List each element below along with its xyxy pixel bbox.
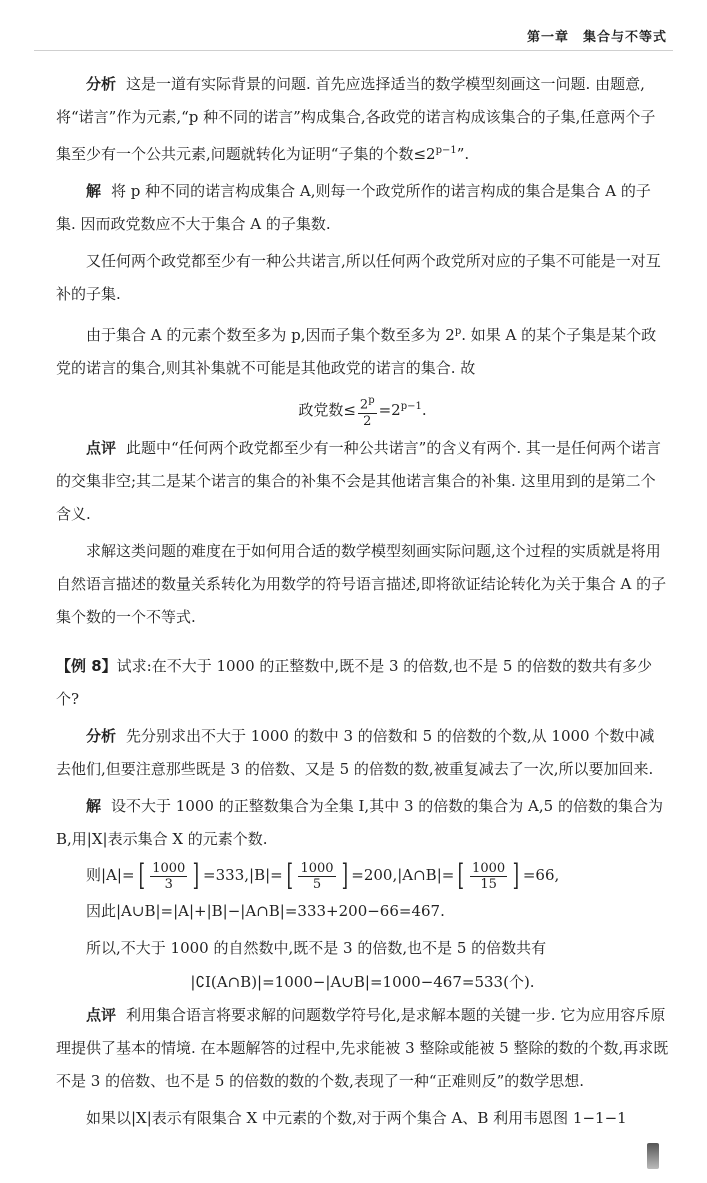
paragraph-subset-count <box>56 315 669 385</box>
subset-exponent: p <box>454 326 462 337</box>
formula-left: 政党数≤ <box>298 401 356 419</box>
calc-fraction-3-num: 1000 <box>472 860 506 876</box>
paragraph-difficulty: 求解这类问题的难度在于如何用合适的数学模型刻画实际问题,这个过程的实质就是将用自然语言描述的数量关系转化为用数学的符号语言描述,即将欲证结论转化为关于集合 A 的子集个数的一个不等式. <box>56 542 667 626</box>
comment-text-1: 此题中“任何两个政党都至少有一种公共诺言”的含义有两个. 其一是任何两个诺言的交集非空;其二是某个诺言的集合的补集不会是其他诺言集合的补集. 这里用到的是第二个含义. <box>56 439 661 523</box>
page-content <box>56 68 669 1135</box>
calc-line <box>56 858 669 893</box>
solution-paragraph-2 <box>56 790 669 856</box>
example-8-label: 【例 8】 <box>56 657 117 675</box>
floor-bracket-left-1: [ <box>138 858 145 893</box>
solution-label: 解 <box>86 182 102 200</box>
floor-bracket-left-2: [ <box>286 858 293 893</box>
comment-label-2: 点评 <box>86 1006 117 1024</box>
calc-fraction-1 <box>150 861 187 892</box>
solution-text: 将 p 种不同的诺言构成集合 A,则每一个政党所作的诺言构成的集合是集合 A 的子集. 因而政党数应不大于集合 A 的子集数. <box>56 182 651 233</box>
formula-right: =2 <box>378 401 401 419</box>
analysis-paragraph-2 <box>56 720 669 786</box>
so-line: 所以,不大于 1000 的自然数中,既不是 3 的倍数,也不是 5 的倍数共有 <box>86 939 547 957</box>
header-divider <box>34 50 673 51</box>
analysis-paragraph <box>56 68 669 171</box>
analysis-text: 这是一道有实际背景的问题. 首先应选择适当的数学模型刻画这一问题. 由题意,将“诺言”作为元素,“p 种不同的诺言”构成集合,各政党的诺言构成该集合的子集,任意两个子集至少有一个公共元素,问题就转化为证明“子集的个数≤2 <box>56 75 656 163</box>
calc-fraction-3 <box>470 861 507 892</box>
chapter-header: 第一章 集合与不等式 <box>526 30 667 45</box>
calc-result-3: =66, <box>522 866 560 884</box>
analysis-label-2: 分析 <box>86 727 117 745</box>
section-gap <box>56 634 669 650</box>
formula-denominator: 2 <box>363 413 372 429</box>
analysis-exponent: p−1 <box>435 145 457 156</box>
result-formula: |∁I(A∩B)|=1000−|A∪B|=1000−467=533(个). <box>190 973 535 991</box>
calc-fraction-1-num: 1000 <box>152 860 186 876</box>
paragraph-venn: 如果以|X|表示有限集合 X 中元素的个数,对于两个集合 A、B 利用韦恩图 1−1−1 <box>86 1109 627 1127</box>
solution-label-2: 解 <box>86 797 102 815</box>
solution-paragraph <box>56 175 669 241</box>
paragraph-complement: 又任何两个政党都至少有一种公共诺言,所以任何两个政党所对应的子集不可能是一对互补的子集. <box>56 252 661 303</box>
formula-num-exp: p <box>368 395 375 407</box>
floor-bracket-right-3: ] <box>512 858 520 893</box>
calc-fraction-2 <box>298 861 335 892</box>
floor-bracket-right-1: ] <box>192 858 200 893</box>
calc-prefix: 则|A|= <box>86 866 135 884</box>
formula-party-count <box>56 387 669 430</box>
comment-text-2: 利用集合语言将要求解的问题数学符号化,是求解本题的关键一步. 它为应用容斥原理提供了基本的情境. 在本题解答的过程中,先求能被 3 整除或能被 5 整除的数的个数,再求既不是 3 的倍数、也不是 5 的倍数的数的个数,表现了一种“正难则反”的数学思想. <box>56 1006 669 1090</box>
formula-end: . <box>421 401 427 419</box>
comment-label-1: 点评 <box>86 439 117 457</box>
calc-fraction-2-num: 1000 <box>300 860 334 876</box>
analysis-label: 分析 <box>86 75 117 93</box>
analysis-text-2: 先分别求出不大于 1000 的数中 3 的倍数和 5 的倍数的个数,从 1000 个数中减去他们,但要注意那些既是 3 的倍数、又是 5 的倍数的数,被重复减去了一次,所以要加回来. <box>56 727 655 778</box>
comment-paragraph-1 <box>56 432 669 531</box>
floor-bracket-left-3: [ <box>457 858 465 893</box>
subset-text-2: . 如果 A 的某个子集是某个政党的诺言的集合,则其补集就不可能是其他政党的诺言的集合. 故 <box>56 326 657 377</box>
solution-text-2: 设不大于 1000 的正整数集合为全集 I,其中 3 的倍数的集合为 A,5 的倍数的集合为 B,用|X|表示集合 X 的元素个数. <box>56 797 663 848</box>
subset-text-1: 由于集合 A 的元素个数至多为 p,因而子集个数至多为 2 <box>86 326 455 344</box>
calc-fraction-1-den: 3 <box>164 876 173 892</box>
floor-bracket-right-2: ] <box>341 858 348 893</box>
example-8-paragraph <box>56 650 669 716</box>
example-8-text: 试求:在不大于 1000 的正整数中,既不是 3 的倍数,也不是 5 的倍数的数共有多少个? <box>56 657 653 708</box>
analysis-tail: ”. <box>456 145 470 163</box>
comment-paragraph-2 <box>56 999 669 1098</box>
formula-right-exp: p−1 <box>400 401 422 412</box>
formula-numerator <box>358 393 377 413</box>
calc-result-1: =333,|B|= <box>203 866 283 884</box>
calc-fraction-3-den: 15 <box>480 876 497 892</box>
calc-result-2: =200,|A∩B|= <box>351 866 455 884</box>
calc-fraction-2-den: 5 <box>312 876 322 892</box>
formula-num-base: 2 <box>359 397 369 413</box>
formula-fraction <box>358 393 377 428</box>
scroll-indicator <box>647 1143 659 1169</box>
union-line: 因此|A∪B|=|A|+|B|−|A∩B|=333+200−66=467. <box>86 902 445 920</box>
